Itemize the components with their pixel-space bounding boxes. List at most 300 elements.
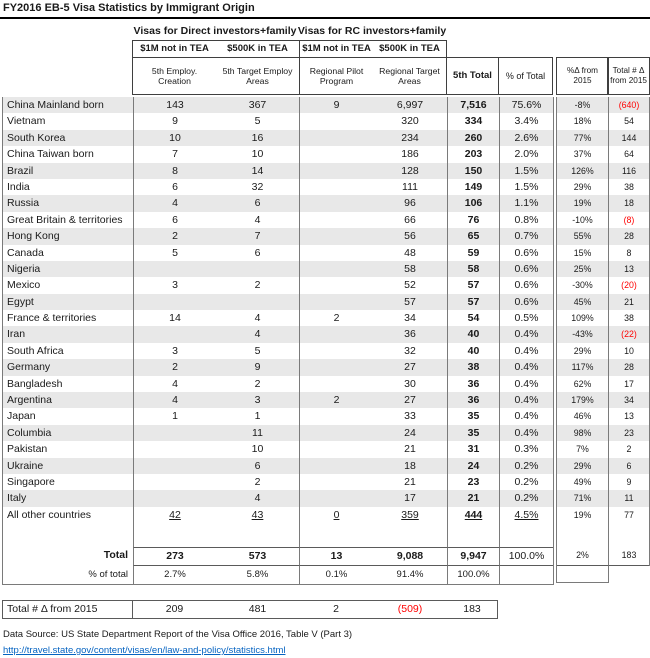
main-table: [2, 97, 554, 585]
delta-row: [557, 408, 649, 424]
source-link[interactable]: http://travel.state.gov/content/visas/en/law-and-policy/statistics.html: [3, 645, 286, 656]
value-pct: 0.6%: [499, 245, 553, 261]
value-c4: 27: [404, 361, 416, 374]
delta-summary-label: Total # Δ from 2015: [3, 601, 133, 618]
value-total: 57: [447, 294, 499, 310]
value-c3: [299, 458, 373, 474]
value-pct: 0.2%: [499, 458, 553, 474]
total-num-delta: 183: [608, 547, 649, 566]
value-dpct: 46%: [573, 411, 592, 422]
value-dnum: 8: [608, 245, 649, 261]
value-pct: 0.7%: [499, 228, 553, 244]
value-total: 24: [447, 458, 499, 474]
column-header-pct-delta-2015: %Δ from 2015: [556, 57, 609, 95]
value-pct: 0.4%: [499, 326, 553, 342]
value-dpct: 37%: [573, 149, 592, 160]
value-total: 57: [447, 277, 499, 293]
table-row: [3, 277, 553, 293]
value-c3: [299, 245, 373, 261]
total-pct-delta: 2%: [557, 547, 608, 566]
value-c4: 21: [404, 475, 416, 488]
value-pct: 3.4%: [499, 113, 553, 129]
value-dnum: 28: [608, 359, 649, 375]
value-c3: [299, 343, 373, 359]
value-dpct: 109%: [571, 313, 594, 324]
value-c2: 10: [251, 148, 264, 161]
value-c2: 4: [254, 213, 261, 226]
value-c3: [299, 408, 373, 424]
column-header-pct-of-total: % of Total: [498, 57, 553, 95]
value-c3: 2: [299, 392, 373, 408]
table-row: [3, 212, 553, 228]
country-name: Great Britain & territories: [7, 213, 123, 226]
table-row: [3, 228, 553, 244]
column-header-5th-total: 5th Total: [446, 57, 499, 95]
value-c1: 42: [133, 507, 216, 523]
value-c2: 1: [254, 410, 261, 423]
country-name: Pakistan: [7, 443, 48, 456]
total-regional-target: 9,088: [373, 547, 447, 566]
value-c2: 4: [254, 492, 261, 505]
value-pct: 2.6%: [499, 130, 553, 146]
value-c4: 36: [404, 328, 416, 341]
value-pct: 75.6%: [499, 97, 553, 113]
value-pct: 0.4%: [499, 376, 553, 392]
table-row: [3, 310, 553, 326]
value-c2: 4: [254, 312, 261, 325]
value-c3: [299, 163, 373, 179]
value-c1: 9: [133, 113, 216, 129]
value-pct: 0.2%: [499, 474, 553, 490]
spacer-cell: [216, 523, 299, 547]
pct-employ-creation: 2.7%: [133, 566, 216, 584]
country-name: Egypt: [7, 295, 34, 308]
table-row: [3, 113, 553, 129]
value-c4: 34: [404, 312, 416, 325]
value-c2: 367: [248, 99, 267, 111]
value-c4: 320: [401, 115, 419, 128]
total-pct-of-total: 100.0%: [499, 547, 553, 566]
delta-row: [557, 343, 649, 359]
value-total: 36: [447, 392, 499, 408]
column-header-employ-creation: 5th Employ. Creation: [151, 65, 198, 86]
delta-table-tail-cell: [556, 566, 609, 583]
value-c1: 6: [133, 179, 216, 195]
country-name: France & territories: [7, 312, 97, 325]
table-row: [3, 376, 553, 392]
value-c3: [299, 425, 373, 441]
delta-row: [557, 425, 649, 441]
value-c1: 4: [133, 376, 216, 392]
value-c4: 18: [404, 459, 416, 472]
value-c1: [133, 474, 216, 490]
value-c4: 32: [404, 344, 416, 357]
country-name: India: [7, 180, 30, 193]
tea-header-rc-500k: $500K in TEA: [379, 43, 440, 54]
value-c4: 186: [401, 148, 419, 161]
country-name: Argentina: [7, 394, 52, 407]
value-c1: 8: [133, 163, 216, 179]
page-title: FY2016 EB-5 Visa Statistics by Immigrant Origin: [3, 2, 255, 14]
group-header-direct: Visas for Direct investors+family: [133, 25, 297, 37]
value-total: 59: [447, 245, 499, 261]
value-dpct: 29%: [573, 181, 592, 192]
value-c3: [299, 294, 373, 310]
value-c2: 10: [251, 443, 264, 456]
tea-header-row: [132, 40, 447, 58]
value-c1: 3: [133, 277, 216, 293]
value-c2: 2: [254, 475, 261, 488]
pct-regional-pilot: 0.1%: [299, 566, 373, 584]
value-c2: 6: [254, 246, 261, 259]
country-name: Russia: [7, 197, 40, 210]
delta-row: [557, 376, 649, 392]
pct-blank: [499, 566, 553, 584]
table-row: [3, 97, 553, 113]
value-total: 40: [447, 326, 499, 342]
delta-row: [557, 146, 649, 162]
value-total: 21: [447, 490, 499, 506]
value-c4: 17: [404, 492, 416, 505]
value-c3: [299, 441, 373, 457]
value-total: 149: [447, 179, 499, 195]
value-total: 54: [447, 310, 499, 326]
country-name: All other countries: [7, 508, 92, 521]
value-total: 35: [447, 425, 499, 441]
value-c1: [133, 261, 216, 277]
value-c2: 2: [254, 279, 261, 292]
value-dpct: 179%: [571, 395, 594, 406]
value-c4: 30: [404, 377, 416, 390]
value-pct: 0.4%: [499, 343, 553, 359]
value-total: 260: [447, 130, 499, 146]
table-row: [3, 408, 553, 424]
pct-regional-target: 91.4%: [396, 569, 424, 581]
value-dpct: 7%: [576, 444, 589, 455]
total-row-label: Total: [103, 549, 128, 562]
value-c1: [133, 326, 216, 342]
delta-row: [557, 490, 649, 506]
value-c3: [299, 474, 373, 490]
value-dnum: 9: [608, 474, 649, 490]
table-row: [3, 474, 553, 490]
delta-total-row: [557, 547, 649, 566]
delta-row: [557, 212, 649, 228]
value-c1: 14: [133, 310, 216, 326]
value-c3: 9: [299, 97, 373, 113]
value-c2: 9: [254, 361, 261, 374]
value-pct: 0.6%: [499, 277, 553, 293]
country-name: Mexico: [7, 279, 41, 292]
country-name: Canada: [7, 246, 44, 259]
value-total: 31: [447, 441, 499, 457]
value-pct: 1.1%: [499, 195, 553, 211]
value-total: 40: [447, 343, 499, 359]
value-total: 7,516: [447, 97, 499, 113]
value-c4: 27: [404, 394, 416, 407]
country-name: Singapore: [7, 475, 55, 488]
value-c3: 2: [299, 310, 373, 326]
value-c2: 5: [254, 115, 261, 128]
value-c1: [133, 425, 216, 441]
spacer-cell: [299, 523, 373, 547]
value-dpct: 25%: [573, 263, 592, 274]
value-c1: 4: [133, 392, 216, 408]
table-row: [3, 163, 553, 179]
value-c2: 43: [251, 508, 264, 521]
value-c2: 6: [254, 459, 261, 472]
delta-summary-employ-creation: 209: [165, 603, 184, 615]
table-row: [3, 441, 553, 457]
value-c1: 143: [133, 97, 216, 113]
value-c2: [216, 294, 299, 310]
value-dpct: 29%: [573, 345, 592, 356]
value-dnum: (20): [608, 277, 649, 293]
value-dpct: 49%: [573, 476, 592, 487]
right-rows: [557, 97, 649, 523]
value-dpct: 18%: [573, 116, 592, 127]
value-dnum: 23: [608, 425, 649, 441]
table-row: [3, 130, 553, 146]
value-c1: 2: [133, 359, 216, 375]
table-row: [3, 179, 553, 195]
value-total: 106: [447, 195, 499, 211]
value-c4: 58: [404, 262, 416, 275]
value-dnum: 2: [608, 441, 649, 457]
spacer-cell: [3, 523, 133, 547]
pct-5th-total: 100.0%: [447, 566, 499, 584]
value-dnum: 77: [608, 507, 649, 523]
delta-row: [557, 163, 649, 179]
value-c3: [299, 130, 373, 146]
value-total: 35: [447, 408, 499, 424]
value-c1: 4: [133, 195, 216, 211]
tea-header-direct-1m: $1M not in TEA: [140, 43, 209, 54]
value-c4: 96: [404, 197, 416, 210]
table-row: [3, 490, 553, 506]
value-dpct: 77%: [573, 132, 592, 143]
country-name: Iran: [7, 328, 26, 341]
value-total: 334: [447, 113, 499, 129]
value-c1: [133, 441, 216, 457]
delta-row: [557, 392, 649, 408]
table-row: [3, 245, 553, 261]
tea-header-direct-500k: $500K in TEA: [227, 43, 288, 54]
table-row: [3, 326, 553, 342]
delta-row: [557, 359, 649, 375]
pct-target-employ: 5.8%: [246, 569, 269, 581]
value-pct: 0.4%: [499, 408, 553, 424]
value-c1: [133, 458, 216, 474]
value-c4: 21: [404, 443, 416, 456]
value-pct: 2.0%: [499, 146, 553, 162]
delta-row: [557, 310, 649, 326]
value-c4: 52: [404, 279, 416, 292]
spacer-row: [3, 523, 553, 547]
value-c4: 359: [401, 508, 419, 521]
value-dnum: 13: [608, 408, 649, 424]
table-row: [3, 359, 553, 375]
country-name: China Mainland born: [7, 99, 104, 111]
value-dnum: 38: [608, 179, 649, 195]
tea-header-rc-1m: $1M not in TEA: [299, 41, 373, 57]
value-c3: [299, 146, 373, 162]
total-employ-creation: 273: [133, 547, 216, 566]
delta-row: [557, 245, 649, 261]
value-c4: 6,997: [396, 99, 424, 111]
delta-row: [557, 113, 649, 129]
spacer-cell: [557, 523, 608, 547]
value-c3: [299, 376, 373, 392]
value-c3: [299, 228, 373, 244]
country-name: China Taiwan born: [7, 148, 94, 161]
total-row: [3, 547, 553, 566]
group-header-rc: Visas for RC investors+family: [297, 25, 447, 37]
data-source-text: Data Source: US State Department Report of the Visa Office 2016, Table V (Part 3): [3, 629, 353, 640]
delta-row: [557, 326, 649, 342]
value-dnum: 18: [608, 195, 649, 211]
value-dnum: 116: [608, 163, 649, 179]
value-pct: 1.5%: [499, 179, 553, 195]
value-dpct: 55%: [573, 231, 592, 242]
value-c4: 56: [404, 230, 416, 243]
value-c1: [133, 490, 216, 506]
country-name: Italy: [7, 492, 27, 505]
value-dnum: 38: [608, 310, 649, 326]
delta-row: [557, 474, 649, 490]
value-dnum: 144: [608, 130, 649, 146]
delta-row: [557, 507, 649, 523]
value-pct: 0.2%: [499, 490, 553, 506]
country-name: Columbia: [7, 426, 52, 439]
value-pct: 1.5%: [499, 163, 553, 179]
delta-row: [557, 195, 649, 211]
table-row: [3, 294, 553, 310]
value-dpct: 62%: [573, 378, 592, 389]
value-total: 36: [447, 376, 499, 392]
value-pct: 0.4%: [499, 425, 553, 441]
value-pct: 0.6%: [499, 261, 553, 277]
title-rule: [0, 17, 650, 19]
value-dpct: 19%: [573, 198, 592, 209]
value-c2: 16: [251, 131, 264, 144]
delta-summary-target-employ: 481: [248, 603, 267, 615]
value-dnum: (22): [608, 326, 649, 342]
value-c1: 5: [133, 245, 216, 261]
delta-row: [557, 458, 649, 474]
spacer-cell: [608, 523, 649, 547]
table-row: [3, 425, 553, 441]
table-row: [3, 343, 553, 359]
value-pct: 4.5%: [499, 507, 553, 523]
value-c2: [216, 261, 299, 277]
value-total: 76: [447, 212, 499, 228]
value-c4: 128: [401, 164, 419, 177]
delta-row: [557, 261, 649, 277]
value-dpct: 45%: [573, 296, 592, 307]
value-dpct: -10%: [572, 214, 593, 225]
delta-row: [557, 97, 649, 113]
value-dnum: 6: [608, 458, 649, 474]
delta-row: [557, 130, 649, 146]
value-total: 150: [447, 163, 499, 179]
delta-row: [557, 441, 649, 457]
table-row: [3, 392, 553, 408]
value-dpct: 19%: [573, 509, 592, 520]
main-table-rows: [3, 97, 553, 523]
value-c2: 11: [252, 426, 263, 439]
value-c3: [299, 212, 373, 228]
value-dpct: 29%: [573, 460, 592, 471]
country-name: Vietnam: [7, 115, 46, 128]
value-c3: [299, 326, 373, 342]
value-total: 65: [447, 228, 499, 244]
pct-of-total-row: [3, 566, 553, 584]
spacer-cell: [447, 523, 499, 547]
column-header-row: [132, 57, 447, 95]
delta-row: [557, 294, 649, 310]
table-row: [3, 195, 553, 211]
value-c3: [299, 277, 373, 293]
spacer-cell: [133, 523, 216, 547]
value-c1: 6: [133, 212, 216, 228]
total-regional-pilot: 13: [299, 547, 373, 566]
value-c4: 48: [404, 246, 416, 259]
value-c1: 7: [133, 146, 216, 162]
table-row: [3, 261, 553, 277]
value-dpct: -43%: [572, 329, 593, 340]
value-c1: 1: [133, 408, 216, 424]
value-c3: [299, 490, 373, 506]
value-dnum: (640): [608, 97, 649, 113]
value-total: 444: [447, 507, 499, 523]
value-c4: 111: [402, 180, 418, 193]
value-c2: 4: [254, 328, 261, 341]
value-c1: 10: [133, 130, 216, 146]
country-name: Japan: [7, 410, 36, 423]
value-dnum: 21: [608, 294, 649, 310]
spacer-cell: [373, 523, 447, 547]
value-dnum: 10: [608, 343, 649, 359]
delta-spacer-row: [557, 523, 649, 547]
value-dnum: 17: [608, 376, 649, 392]
value-dnum: 64: [608, 146, 649, 162]
table-row: [3, 507, 553, 523]
value-dnum: 28: [608, 228, 649, 244]
value-dnum: 54: [608, 113, 649, 129]
value-total: 38: [447, 359, 499, 375]
value-c4: 24: [404, 426, 416, 439]
value-c4: 234: [401, 131, 419, 144]
value-c3: [299, 261, 373, 277]
value-dnum: 13: [608, 261, 649, 277]
value-c2: 5: [254, 344, 261, 357]
value-total: 23: [447, 474, 499, 490]
value-total: 203: [447, 146, 499, 162]
column-header-regional-target: Regional Target Areas: [379, 65, 440, 86]
delta-summary-regional-target: (509): [397, 603, 423, 615]
value-pct: 0.5%: [499, 310, 553, 326]
delta-row: [557, 277, 649, 293]
spacer-cell: [499, 523, 553, 547]
pct-row-label: % of total: [88, 569, 128, 581]
value-dnum: (8): [608, 212, 649, 228]
delta-summary-table: [2, 600, 498, 619]
value-c3: [299, 195, 373, 211]
value-c4: 33: [404, 410, 416, 423]
country-name: Bangladesh: [7, 377, 63, 390]
country-name: Nigeria: [7, 262, 41, 275]
